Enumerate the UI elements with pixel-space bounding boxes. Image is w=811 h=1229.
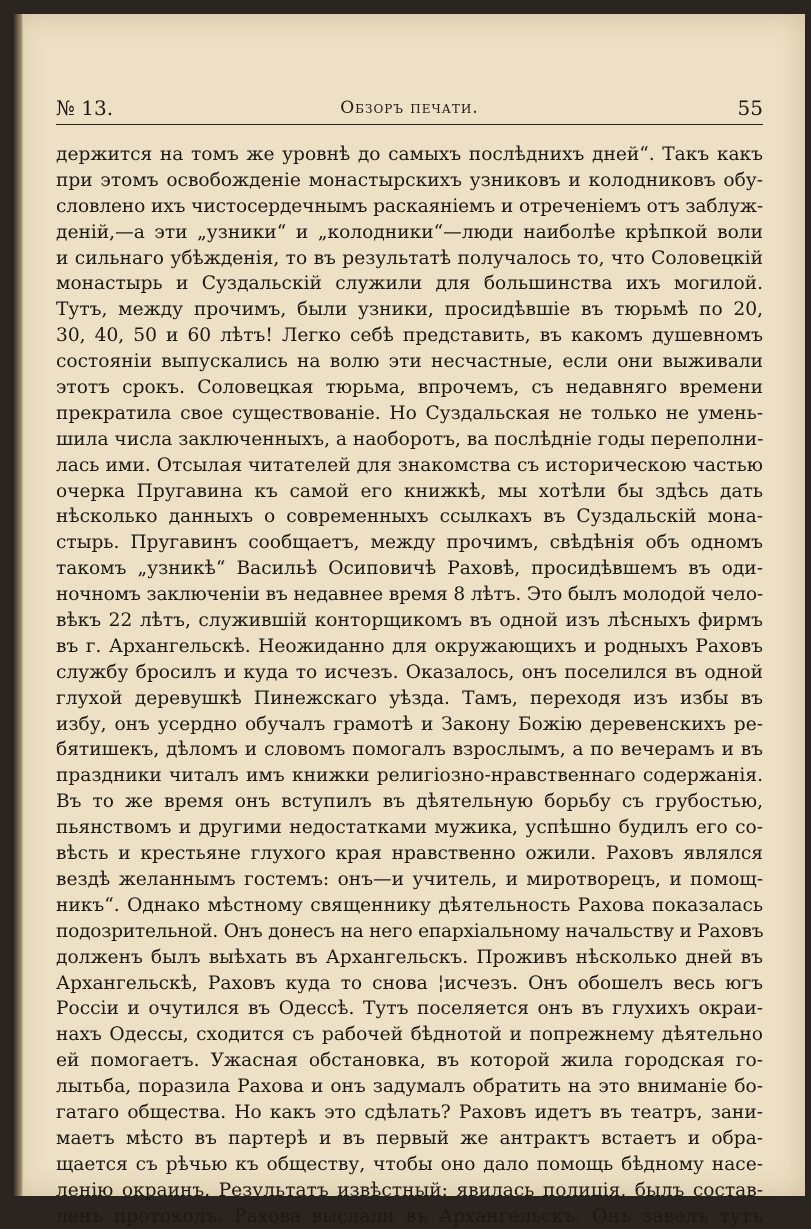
- text-line: маетъ мѣсто въ партерѣ и въ первый же антрактъ встаетъ и обра-: [56, 1127, 763, 1149]
- text-line: монастырь и Суздальскій служили для большинства ихъ могилой.: [56, 273, 763, 295]
- text-line: Архангельскѣ, Раховъ куда то снова ¦исчезъ. Онъ обошелъ весь югъ: [56, 972, 763, 994]
- text-line: Тутъ, между прочимъ, были узники, просидѣвшіе въ тюрьмѣ по 20,: [56, 299, 763, 321]
- text-line: этотъ срокъ. Соловецкая тюрьма, впрочемъ, съ недавняго времени: [56, 377, 763, 399]
- text-line: щается съ рѣчью къ обществу, чтобы оно дало помощь бѣдному насе-: [56, 1153, 763, 1175]
- text-line: стырь. Пругавинъ сообщаетъ, между прочимъ, свѣдѣнія объ одномъ: [56, 532, 763, 554]
- page-number: 55: [737, 96, 763, 120]
- body-text: [56, 142, 763, 1229]
- text-line: гатаго общества. Но какъ это сдѣлать? Раховъ идетъ въ театръ, зани-: [56, 1101, 763, 1123]
- text-line: долженъ былъ выѣхать въ Архангельскъ. Проживъ нѣсколько дней въ: [56, 946, 763, 968]
- text-line: Въ то же время онъ вступилъ въ дѣятельную борьбу съ грубостью,: [56, 791, 763, 813]
- text-line: службу бросилъ и куда то исчезъ. Оказалось, онъ поселился въ одной: [56, 661, 763, 683]
- issue-number: № 13.: [56, 96, 114, 120]
- text-line: и сильнаго убѣжденія, то въ результатѣ получалось то, что Соловецкій: [56, 247, 763, 269]
- book-page: [14, 14, 805, 1227]
- text-line: Россіи и очутился въ Одессѣ. Тутъ поселяется онъ въ глухихъ окраи-: [56, 998, 763, 1020]
- text-line: словлено ихъ чистосердечнымъ раскаяніемъ и отреченіемъ отъ заблуж-: [56, 195, 763, 217]
- text-line: ночномъ заключеніи въ недавнее время 8 лѣтъ. Это былъ молодой чело-: [56, 584, 763, 606]
- running-header: [56, 88, 763, 124]
- text-line: пьянствомъ и другими недостатками мужика, успѣшно будилъ его со-: [56, 817, 763, 839]
- text-line: въ г. Архангельскѣ. Неожиданно для окружающихъ и родныхъ Раховъ: [56, 635, 763, 657]
- text-line: 30, 40, 50 и 60 лѣтъ! Легко себѣ представить, въ какомъ душевномъ: [56, 325, 763, 347]
- text-line: держится на томъ же уровнѣ до самыхъ послѣднихъ дней“. Такъ какъ: [56, 144, 763, 165]
- text-line: ленію окраинъ. Результатъ извѣстный: явилась полиція, былъ состав-: [56, 1179, 763, 1201]
- text-line: никъ“. Однако мѣстному священнику дѣятельность Рахова показалась: [56, 894, 763, 916]
- section-title: Обзоръ печати.: [340, 98, 479, 118]
- text-line: ей помогаетъ. Ужасная обстановка, въ которой жила городская го-: [56, 1050, 763, 1072]
- text-line: глухой деревушкѣ Пинежскаго уѣзда. Тамъ, переходя изъ избы въ: [56, 687, 763, 709]
- text-line: лась ими. Отсылая читателей для знакомства съ историческою частью: [56, 454, 763, 476]
- text-line: подозрительной. Онъ донесъ на него епархіальному начальству и Раховъ: [56, 920, 764, 942]
- text-line: вездѣ желаннымъ гостемъ: онъ—и учитель, и миротворецъ, и помощ-: [56, 868, 763, 890]
- text-line: очерка Пругавина къ самой его книжкѣ, мы хотѣли бы здѣсь дать: [56, 480, 763, 502]
- text-line: такомъ „узникѣ“ Васильѣ Осиповичѣ Раховѣ, просидѣвшемъ въ оди-: [56, 558, 763, 580]
- text-line: шила числа заключенныхъ, а наоборотъ, ва послѣдніе годы переполни-: [56, 428, 764, 450]
- text-line: ленъ протоколъ. Рахова выслали въ Архангельскъ. Онъ завелъ тутъ: [56, 1205, 763, 1227]
- text-line: вѣкъ 22 лѣтъ, служившій конторщикомъ въ одной изъ лѣсныхъ фирмъ: [56, 610, 763, 632]
- text-line: вѣсть и крестьяне глухого края нравственно ожили. Раховъ являлся: [56, 843, 763, 865]
- text-line: при этомъ освобожденіе монастырскихъ узниковъ и колодниковъ обу-: [56, 169, 763, 191]
- text-line: нахъ Одессы, сходится съ рабочей бѣднотой и попрежнему дѣятельно: [56, 1024, 763, 1046]
- text-line: бятишекъ, дѣломъ и словомъ помогалъ взрослымъ, а по вечерамъ и въ: [56, 739, 763, 761]
- text-line: лытьба, поразила Рахова и онъ задумалъ обратить на это вниманіе бо-: [56, 1076, 763, 1098]
- text-line: избу, онъ усердно обучалъ грамотѣ и Закону Божію деревенскихъ ре-: [56, 713, 763, 735]
- text-line: нѣсколько данныхъ о современныхъ ссылкахъ въ Суздальскій мона-: [56, 506, 763, 528]
- text-line: праздники читалъ имъ книжки религіозно-нравственнаго содержанія.: [56, 765, 763, 787]
- text-line: деній,—а эти „узники“ и „колодники“—люди наиболѣе крѣпкой воли: [56, 221, 763, 243]
- text-line: прекратила свое существованіе. Но Суздальская не только не умень-: [56, 402, 763, 424]
- page-gutter-shadow: [14, 14, 24, 1196]
- header-rule: [56, 124, 763, 125]
- text-line: состояніи выпускались на волю эти несчастные, если они выживали: [56, 351, 763, 373]
